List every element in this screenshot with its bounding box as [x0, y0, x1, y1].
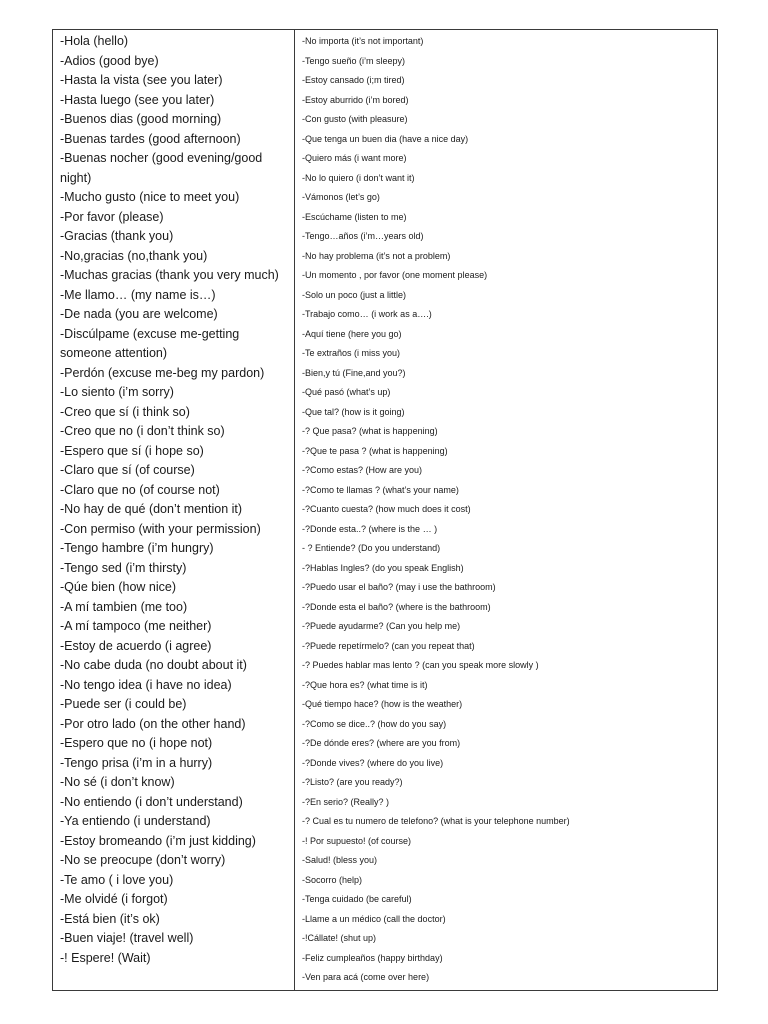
phrase-item: -Llame a un médico (call the doctor)	[302, 913, 446, 924]
phrase-item: -Que tenga un buen dia (have a nice day)	[302, 133, 469, 144]
phrase-item: -? Puedes hablar mas lento ? (can you speak more slowly )	[302, 660, 539, 670]
phrase-item: -Tenga cuidado (be careful)	[302, 894, 412, 904]
phrase-item: -Con gusto (with pleasure)	[302, 114, 408, 124]
phrase-item: -Con permiso (with your permission)	[60, 521, 261, 536]
phrase-item: -Me llamo… (my name is…)	[60, 287, 216, 302]
phrase-item: -Buenas nocher (good evening/good night)	[60, 151, 263, 185]
phrase-item: -?Listo? (are you ready?)	[302, 777, 403, 787]
phrase-item: -?Como se dice..? (how do you say)	[302, 718, 447, 729]
phrase-item: -No importa (it’s not important)	[302, 36, 424, 46]
right-column	[295, 30, 717, 990]
phrase-item: -A mí tampoco (me neither)	[60, 619, 212, 633]
phrase-item: -?Como estas? (How are you)	[302, 465, 423, 475]
phrase-item: -Creo que no (i don’t think so)	[60, 424, 225, 438]
phrase-item: -No sé (i don’t know)	[60, 775, 175, 789]
phrase-item: -No entiendo (i don’t understand)	[60, 794, 243, 809]
phrase-item: -A mí tambien (me too)	[60, 599, 188, 614]
phrase-item: -Hola (hello)	[60, 34, 129, 48]
phrase-item: -Feliz cumpleaños (happy birthday)	[302, 952, 443, 963]
phrase-item: -Me olvidé (i forgot)	[60, 892, 168, 906]
phrase-item: -?Hablas Ingles? (do you speak English)	[302, 562, 464, 573]
phrase-item: -Solo un poco (just a little)	[302, 289, 407, 300]
phrase-item: -Ven para acá (come over here)	[302, 972, 430, 982]
phrase-item: -?Puedo usar el baño? (may i use the bathroom)	[302, 582, 496, 592]
phrase-item: -Buenos dias (good morning)	[60, 112, 222, 126]
phrase-item: -Hasta luego (see you later)	[60, 92, 215, 107]
phrase-item: -Está bien (it’s ok)	[60, 911, 160, 926]
phrase-item: -Adios (good bye)	[60, 53, 159, 68]
phrase-item: -Claro que no (of course not)	[60, 482, 220, 497]
phrase-item: -Lo siento (i’m sorry)	[60, 385, 174, 399]
phrase-item: -? Que pasa? (what is happening)	[302, 426, 438, 436]
phrase-item: -Mucho gusto (nice to meet you)	[60, 190, 240, 204]
left-phrase-list	[60, 32, 294, 968]
phrase-item: -Tengo…años (i’m…years old)	[302, 231, 424, 241]
phrase-item: -Vámonos (let’s go)	[302, 192, 380, 202]
phrase-item: -Estoy cansado (i;m tired)	[302, 75, 405, 85]
phrase-item: -No se preocupe (don’t worry)	[60, 853, 226, 867]
phrase-item: -?Donde vives? (where do you live)	[302, 757, 444, 768]
phrase-item: -No cabe duda (no doubt about it)	[60, 658, 247, 672]
phrase-item: -?Donde esta el baño? (where is the bathroom)	[302, 601, 491, 612]
left-column	[53, 30, 295, 990]
phrase-item: -Hasta la vista (see you later)	[60, 73, 223, 87]
phrase-item: -?De dónde eres? (where are you from)	[302, 738, 461, 748]
phrase-item: -! Espere! (Wait)	[60, 950, 151, 965]
phrase-item: -Perdón (excuse me-beg my pardon)	[60, 365, 265, 380]
phrase-item: -?Que te pasa ? (what is happening)	[302, 445, 448, 456]
phrase-item: -Estoy aburrido (i’m bored)	[302, 94, 409, 105]
phrase-item: -?Donde esta..? (where is the … )	[302, 523, 438, 534]
phrase-item: -No,gracias (no,thank you)	[60, 248, 208, 263]
phrase-item: -Estoy bromeando (i’m just kidding)	[60, 833, 256, 848]
phrase-item: -Que tal? (how is it going)	[302, 406, 405, 417]
phrase-item: -No tengo idea (i have no idea)	[60, 677, 232, 692]
phrase-item: -Estoy de acuerdo (i agree)	[60, 638, 212, 653]
phrase-item: -!Cállate! (shut up)	[302, 933, 377, 943]
phrase-item: -Socorro (help)	[302, 874, 363, 885]
phrase-item: -Buenas tardes (good afternoon)	[60, 131, 241, 146]
phrase-item: -Tengo prisa (i’m in a hurry)	[60, 755, 213, 770]
phrase-item: -! Por supuesto! (of course)	[302, 835, 412, 846]
phrase-item: -?En serio? (Really? )	[302, 796, 390, 807]
phrase-item: -Espero que sí (i hope so)	[60, 443, 204, 458]
phrase-item: -?Que hora es? (what time is it)	[302, 679, 428, 690]
phrase-item: -Espero que no (i hope not)	[60, 736, 213, 750]
phrase-item: -Salud! (bless you)	[302, 855, 378, 865]
phrase-table	[52, 29, 718, 991]
phrase-item: -Qúe bien (how nice)	[60, 580, 177, 594]
phrase-item: -Por favor (please)	[60, 209, 164, 224]
phrase-item: -Tengo sueño (i’m sleepy)	[302, 55, 406, 66]
phrase-item: -?Como te llamas ? (what’s your name)	[302, 484, 459, 495]
phrase-item: -Discúlpame (excuse me-getting someone attention)	[60, 326, 240, 360]
right-phrase-list	[302, 32, 717, 988]
phrase-item: -Un momento , por favor (one moment please)	[302, 270, 488, 280]
phrase-item: -?Puede repetírmelo? (can you repeat that)	[302, 640, 475, 651]
phrase-item: -No hay problema (it’s not a problem)	[302, 250, 451, 261]
phrase-item: -Tengo sed (i’m thirsty)	[60, 560, 187, 575]
phrase-item: -Bien,y tú (Fine,and you?)	[302, 367, 406, 378]
phrase-item: -Te extraños (i miss you)	[302, 348, 401, 358]
phrase-item: -Trabajo como… (i work as a….)	[302, 309, 432, 319]
phrase-item: -Puede ser (i could be)	[60, 697, 187, 711]
phrase-item: -Gracias (thank you)	[60, 229, 174, 243]
phrase-item: -?Cuanto cuesta? (how much does it cost)	[302, 504, 471, 514]
phrase-item: -Te amo ( i love you)	[60, 872, 174, 887]
phrase-item: -Buen viaje! (travel well)	[60, 931, 194, 945]
phrase-item: -Tengo hambre (i’m hungry)	[60, 541, 214, 555]
phrase-item: -Creo que sí (i think so)	[60, 404, 190, 419]
phrase-item: -Por otro lado (on the other hand)	[60, 716, 246, 731]
phrase-item: -Quiero más (i want more)	[302, 153, 407, 163]
phrase-item: - ? Entiende? (Do you understand)	[302, 543, 441, 553]
phrase-item: -Muchas gracias (thank you very much)	[60, 268, 279, 282]
phrase-item: -Escúchame (listen to me)	[302, 211, 407, 222]
phrase-item: -?Puede ayudarme? (Can you help me)	[302, 621, 461, 631]
phrase-item: -? Cual es tu numero de telefono? (what is your telephone number)	[302, 816, 570, 826]
phrase-item: -No hay de qué (don’t mention it)	[60, 502, 243, 516]
phrase-item: -Claro que sí (of course)	[60, 463, 195, 477]
phrase-item: -De nada (you are welcome)	[60, 307, 218, 321]
phrase-item: -Qué pasó (what’s up)	[302, 387, 391, 397]
phrase-item: -No lo quiero (i don’t want it)	[302, 172, 415, 183]
phrase-item: -Ya entiendo (i understand)	[60, 814, 211, 828]
phrase-item: -Aquí tiene (here you go)	[302, 328, 402, 339]
phrase-item: -Qué tiempo hace? (how is the weather)	[302, 699, 463, 709]
